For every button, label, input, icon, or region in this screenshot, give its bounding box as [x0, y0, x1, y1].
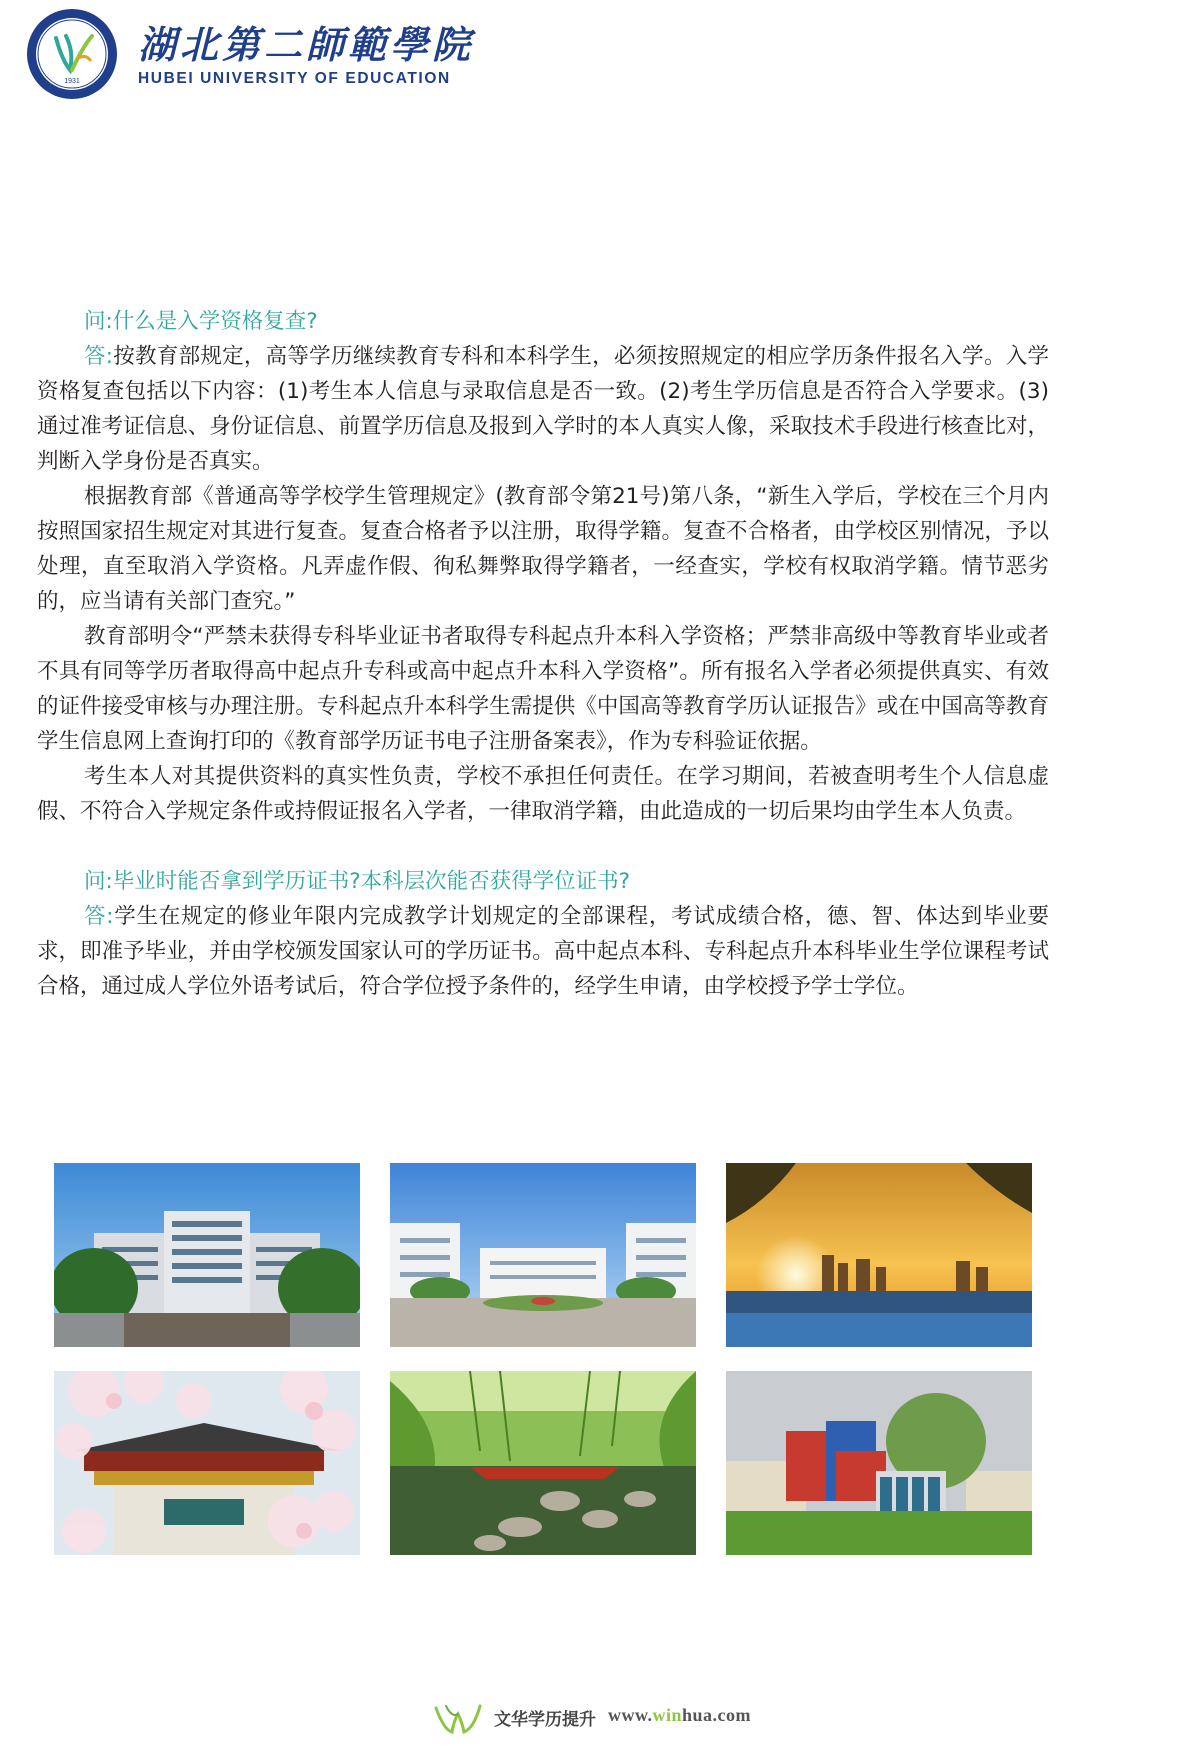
cherry-blossom-gate-photo [54, 1371, 360, 1555]
question-2 [37, 864, 1049, 899]
paragraph: 考生本人对其提供资料的真实性负责，学校不承担任何责任。在学习期间，若被查明考生个人信息虚假、不符合入学规定条件或持假证报名入学者，一律取消学籍，由此造成的一切后果均由学生本人负责。 [37, 764, 1049, 824]
willow-pond-photo [390, 1371, 696, 1555]
school-name-en: HUBEI UNIVERSITY OF EDUCATION [138, 70, 451, 87]
paragraph: 教育部明令“严禁未获得专科毕业证书者取得专科起点升本科入学资格；严禁非高级中等教育毕业或者不具有同等学历者取得高中起点升专科或高中起点升本科入学资格”。所有报名入学者必须提供真实、有效的证件接受审核与办理注册。专科起点升本科学生需提供《中国高等教育学历认证报告》或在中国高等教育学生信息网上查询打印的《教育部学历证书电子注册备案表》，作为专科验证依据。 [37, 624, 1049, 754]
question-label: 问: [84, 869, 113, 894]
main-building-photo [54, 1163, 360, 1347]
sunset-playground-photo [726, 1163, 1032, 1347]
answer-1 [37, 339, 1049, 479]
container-building-photo [726, 1371, 1032, 1555]
winhua-logo-icon [432, 1700, 484, 1736]
paragraph: 根据教育部《普通高等学校学生管理规定》(教育部令第21号)第八条，“新生入学后，学校在三个月内按照国家招生规定对其进行复查。复查合格者予以注册，取得学籍。复查不合格者，由学校区别情况，予以处理，直至取消入学资格。凡弄虚作假、徇私舞弊取得学籍者，一经查实，学校有权取消学籍。情节恶劣的，应当请有关部门查究。” [37, 484, 1049, 614]
answer-2 [37, 899, 1049, 1004]
answer-text: 学生在规定的修业年限内完成教学计划规定的全部课程，考试成绩合格，德、智、体达到毕业要求，即准予毕业，并由学校颁发国家认可的学历证书。高中起点本科、专科起点升本科毕业生学位课程考试合格，通过成人学位外语考试后，符合学位授予条件的，经学生申请，由学校授予学士学位。 [37, 904, 1049, 999]
svg-text:1931: 1931 [64, 78, 80, 85]
answer-label: 答: [84, 344, 114, 369]
url-prefix: www. [608, 1705, 653, 1725]
footer-brand-cn: 文华学历提升 [494, 1710, 596, 1730]
answer-text: 按教育部规定，高等学历继续教育专科和本科学生，必须按照规定的相应学历条件报名入学。入学资格复查包括以下内容：(1)考生本人信息与录取信息是否一致。(2)考生学历信息是否符合入学要求。(3)通过准考证信息、身份证信息、前置学历信息及报到入学时的本人真实人像，采取技术手段进行核查比对，判断入学身份是否真实。 [37, 344, 1049, 474]
question-1 [37, 304, 1049, 339]
school-name-cn: 湖北第二師範學院 [138, 22, 475, 67]
footer-url[interactable] [608, 1705, 751, 1726]
url-suffix: hua.com [682, 1705, 752, 1725]
question-label: 问: [84, 309, 113, 334]
campus-photo-grid [54, 1163, 1032, 1555]
faq-content [37, 304, 1049, 1004]
campus-plaza-photo [390, 1163, 696, 1347]
university-logo-icon [26, 8, 118, 100]
answer-label: 答: [84, 904, 114, 929]
question-text: 毕业时能否拿到学历证书?本科层次能否获得学位证书? [112, 869, 631, 894]
url-highlight: win [652, 1705, 683, 1725]
question-text: 什么是入学资格复查? [112, 309, 318, 334]
